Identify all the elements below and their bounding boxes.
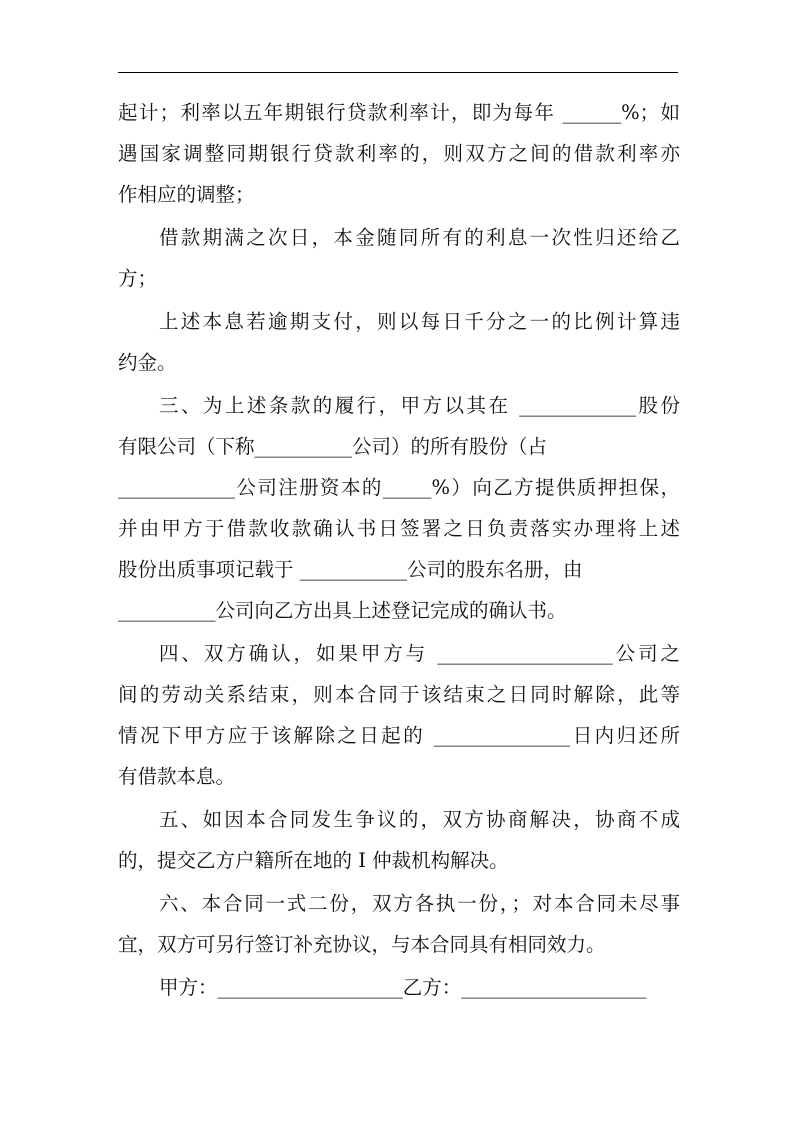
paragraph-start: 上述本息若逾期支付，则以每日千分之一的比例计算违 — [159, 310, 680, 333]
text-line: 有限公司（下称__________公司）的所有股份（占 — [118, 435, 548, 458]
text-line: 情况下甲方应于该解除之日起的 ______________日内归还所 — [118, 724, 680, 747]
clause-four-start: 四、双方确认，如果甲方与 __________________公司之 — [159, 642, 680, 665]
text-line: ____________公司注册资本的_____%）向乙方提供质押担保， — [118, 476, 680, 499]
clause-six-start: 六、本合同一式二份，双方各执一份，；对本合同未尽事 — [159, 892, 680, 915]
paragraph-start: 借款期满之次日，本金随同所有的利息一次性归还给乙 — [159, 226, 680, 249]
text-line: 间的劳动关系结束，则本合同于该结束之日同时解除，此等 — [118, 683, 680, 706]
clause-three-start: 三、为上述条款的履行，甲方以其在 ____________股份 — [159, 394, 680, 417]
text-line: 并由甲方于借款收款确认书日签署之日负责落实办理将上述 — [118, 517, 680, 540]
text-line: 股份出质事项记载于 ___________公司的股东名册，由 — [118, 558, 583, 581]
text-line: 遇国家调整同期银行贷款利率的，则双方之间的借款利率亦 — [118, 142, 680, 165]
text-line: 约金。 — [118, 351, 177, 374]
contract-body — [118, 92, 680, 1008]
signature-line: 甲方：___________________乙方：___________________ — [159, 976, 647, 999]
clause-five-start: 五、如因本合同发生争议的，双方协商解决，协商不成 — [159, 808, 680, 831]
text-line: 的，提交乙方户籍所在地的 I 仲裁机构解决。 — [118, 849, 509, 872]
text-line: 有借款本息。 — [118, 765, 236, 788]
text-line: __________公司向乙方出具上述登记完成的确认书。 — [118, 599, 567, 622]
text-line: 方； — [118, 267, 158, 290]
text-line: 作相应的调整； — [118, 183, 255, 206]
text-line: 宜，双方可另行签订补充协议，与本合同具有相同效力。 — [118, 933, 606, 956]
text-line: 起计；利率以五年期银行贷款利率计，即为每年 ______%；如 — [118, 101, 680, 124]
header-rule — [118, 72, 678, 73]
